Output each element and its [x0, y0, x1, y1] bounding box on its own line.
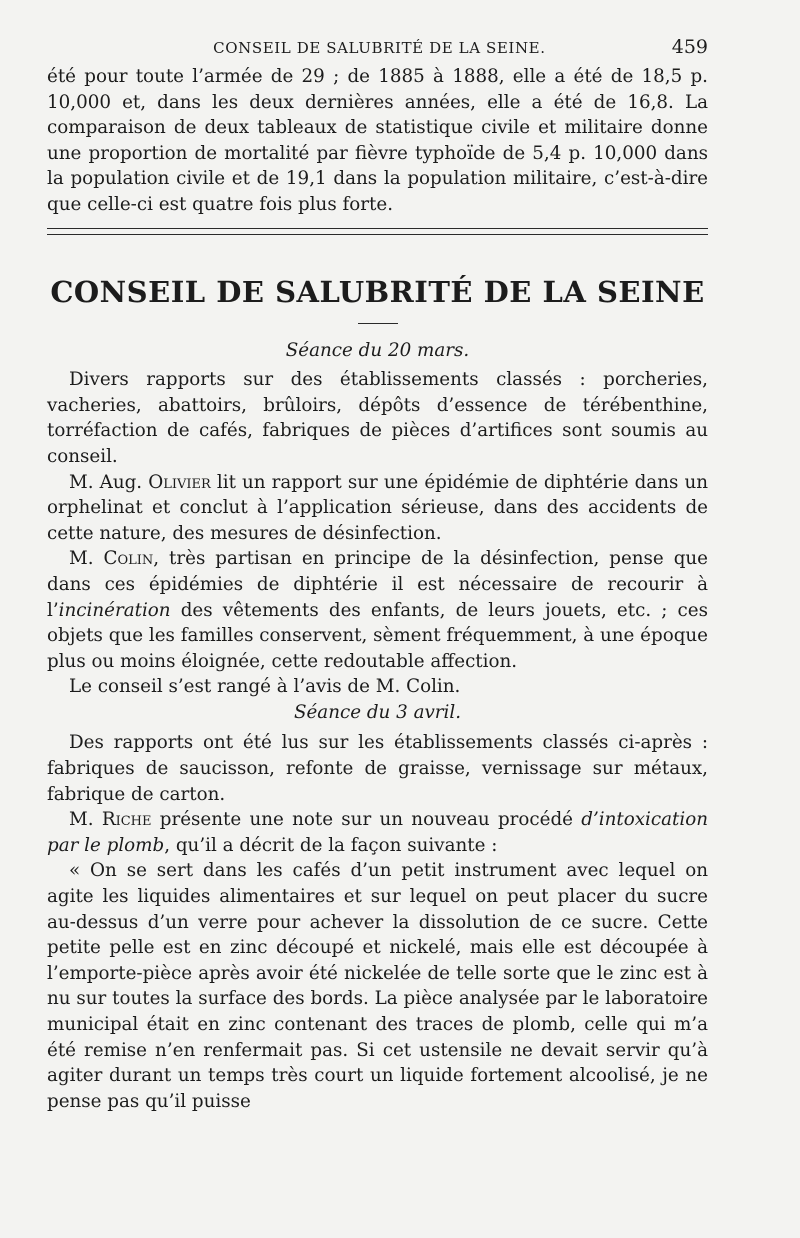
author-name-colin: Colin [103, 548, 154, 570]
intro-block [47, 64, 708, 218]
seance-1-paragraph-4: Le conseil s’est rangé à l’avis de M. Colin. [69, 676, 461, 698]
intro-paragraph: été pour toute l’armée de 29 ; de 1885 à 1888, elle a été de 18,5 p. 10,000 et, dans les deux dernières années, elle a été de 16,8. La comparaison de deux tableaux de statistique civile et militaire donne une proportion de mortalité par fièvre typhoïde de 5,4 p. 10,000 dans la population civile et de 19,1 dans la population militaire, c’est-à-dire que celle-ci est quatre fois plus forte. [47, 66, 708, 215]
double-rule-bottom [47, 234, 708, 235]
running-header [47, 36, 708, 64]
s2-p2-prefix: M. [69, 809, 102, 831]
seance-1-paragraph-3 [47, 546, 708, 674]
section-title: CONSEIL DE SALUBRITÉ DE LA SEINE [50, 274, 705, 309]
s2-p2-text-a: présente une note sur un nouveau procédé [151, 809, 582, 831]
p3-prefix: M. [69, 548, 104, 570]
s2-p2-italic: d’intoxication par le plomb [47, 809, 709, 856]
seance-heading-1: Séance du 20 mars. [285, 339, 470, 361]
seance-1-paragraph-1: Divers rapports sur des établissements classés : porcheries, vacheries, abattoirs, brûloirs, dépôts d’essence de térébenthine, torréfaction de cafés, fabriques de pièces d’artifices sont soumis au conseil. [47, 369, 708, 467]
p3-text-a: , très partisan en principe de la désinfection, pense que dans ces épidémies de diphtérie il est nécessaire de recourir à l’ [47, 548, 708, 621]
p2-text: lit un rapport sur une épidémie de diphtérie dans un orphelinat et conclut à l’application sérieuse, dans des accidents de cette nature, des mesures de désinfection. [47, 471, 708, 544]
p3-text-b: des vêtements des enfants, de leurs jouets, etc. ; ces objets que les familles conservent, sèment fréquemment, à une époque plus ou moins éloignée, cette redoutable affection. [47, 599, 708, 672]
running-title: CONSEIL DE SALUBRITÉ DE LA SEINE. [213, 39, 546, 57]
s2-p2-text-b: , qu’il a décrit de la façon suivante : [164, 834, 498, 856]
section-separator [47, 228, 708, 235]
p2-prefix: M. Aug. [69, 471, 149, 493]
p3-italic: incinération [58, 599, 171, 621]
title-short-rule [358, 323, 398, 324]
seance-2-paragraph-3: « On se sert dans les cafés d’un petit instrument avec lequel on agite les liquides alimentaires et sur lequel on peut placer du sucre au-dessus d’un verre pour achever la dissolution de ce sucre. Cette petite pelle est en zinc découpé et nickelé, mais elle est découpée à l’emporte-pièce après avoir été nickelée de telle sorte que le zinc est à nu sur toutes la surface des bords. La pièce analysée par le laboratoire municipal était en zinc contenant des traces de plomb, celle qui m’a été remise n’en renfermait pas. Si cet ustensile ne devait servir qu’à agiter durant un temps très court un liquide fortement alcoolisé, je ne pense pas qu’il puisse [47, 860, 708, 1112]
double-rule-top [47, 228, 708, 229]
seance-2-paragraph-1: Des rapports ont été lus sur les établissements classés ci-après : fabriques de saucisson, refonte de graisse, vernissage sur métaux, fabrique de carton. [47, 732, 708, 805]
seance-heading-2: Séance du 3 avril. [293, 701, 462, 723]
seance-1-body [47, 367, 708, 700]
page-number: 459 [671, 36, 708, 58]
author-name-riche: Riche [101, 809, 152, 831]
seance-2-paragraph-2 [47, 807, 708, 858]
seance-1-paragraph-2 [47, 470, 708, 547]
author-name-olivier: Olivier [148, 471, 211, 493]
seance-2-body [47, 730, 708, 1114]
